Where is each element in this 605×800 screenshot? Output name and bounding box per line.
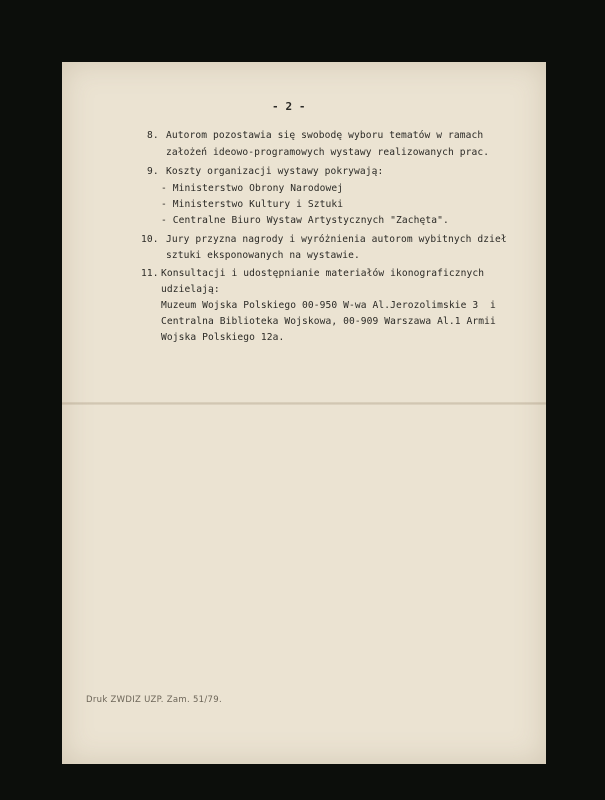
item-10-number: 10.	[141, 234, 159, 245]
item-11-line-3: Muzeum Wojska Polskiego 00-950 W-wa Al.Jerozolimskie 3 i	[161, 300, 496, 311]
item-9-line-1: Koszty organizacji wystawy pokrywają:	[166, 166, 384, 177]
item-11-line-4: Centralna Biblioteka Wojskowa, 00-909 Warszawa Al.1 Armii	[161, 316, 496, 327]
item-11-line-1: Konsultacji i udostępnianie materiałów ikonograficznych	[161, 268, 485, 279]
item-10-line-1: Jury przyzna nagrody i wyróżnienia autorom wybitnych dzieł	[166, 234, 507, 245]
item-11-number: 11.	[141, 268, 159, 279]
paper-sheet	[62, 62, 546, 764]
item-11-line-2: udzielają:	[161, 284, 220, 295]
item-8-line-1: Autorom pozostawia się swobodę wyboru tematów w ramach	[166, 130, 484, 141]
item-8-number: 8.	[147, 130, 159, 141]
funding-bullet-3: - Centralne Biuro Wystaw Artystycznych "Zachęta".	[161, 215, 449, 226]
item-10-line-2: sztuki eksponowanych na wystawie.	[166, 250, 360, 261]
item-9-number: 9.	[147, 166, 159, 177]
funding-bullet-1: - Ministerstwo Obrony Narodowej	[161, 183, 344, 194]
item-11-line-5: Wojska Polskiego 12a.	[161, 332, 285, 343]
fold-crease	[62, 402, 546, 405]
funding-bullet-2: - Ministerstwo Kultury i Sztuki	[161, 199, 344, 210]
page-number: - 2 -	[272, 100, 306, 113]
printer-imprint: Druk ZWDIZ UZP. Zam. 51/79.	[86, 695, 222, 705]
item-8-line-2: założeń ideowo-programowych wystawy realizowanych prac.	[166, 147, 490, 158]
